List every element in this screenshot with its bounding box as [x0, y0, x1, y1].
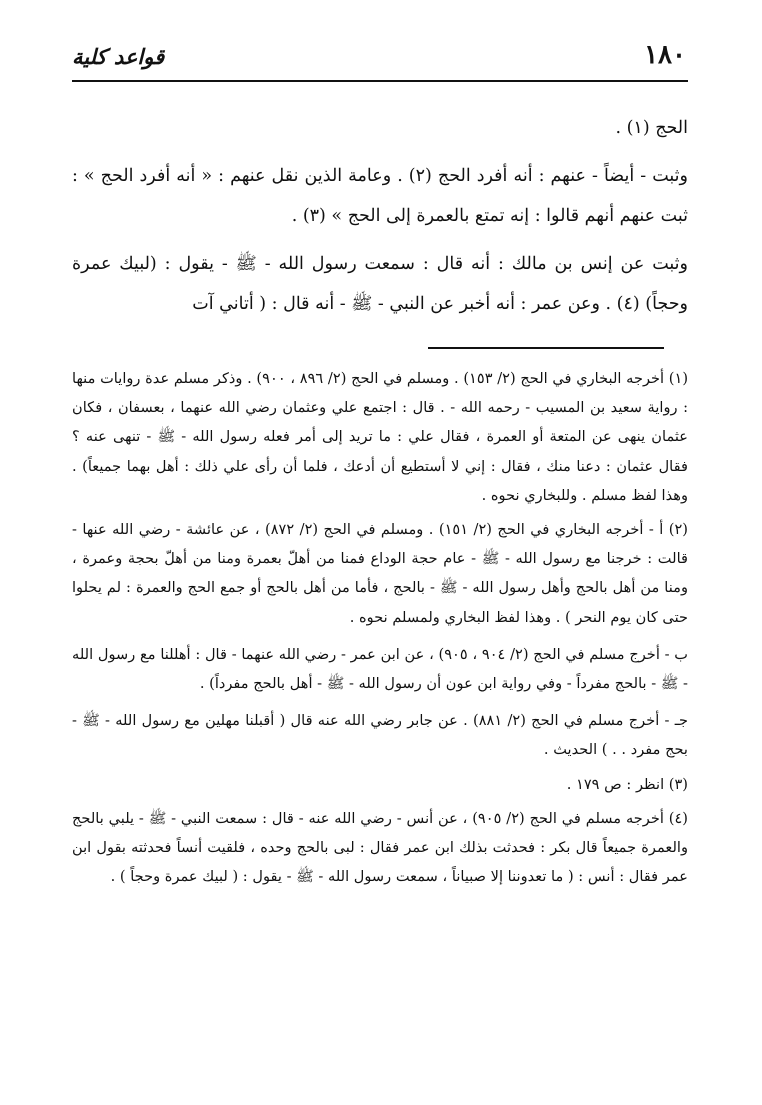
- footnote-2c: جـ - أخرج مسلم في الحج (٢/ ٨٨١) . عن جابر رضي الله عنه قال ( أقبلنا مهلين مع رسول الله - ﷺ - بحج مفرد . . ) الحديث .: [72, 712, 689, 759]
- page-number: ١٨٠: [644, 40, 686, 70]
- footnote-separator: [428, 347, 664, 349]
- footnote-4: (٤) أخرجه مسلم في الحج (٢/ ٩٠٥) ، عن أنس - رضي الله عنه - قال : سمعت النبي - ﷺ - يلبي بالحج والعمرة جميعاً قال بكر : فحدثت بذلك ابن عمر فقال : لبى بالحج وحده ، فلقيت أنساً فحدثته بقول ابن عمر فقال : أنس : ( ما تعدوننا إلا صبياناً ، سمعت رسول الله - ﷺ - يقول : ( لبيك عمرة وحجاً ) .: [72, 809, 688, 886]
- footnote-1: (١) أخرجه البخاري في الحج (٢/ ١٥٣) . ومسلم في الحج (٢/ ٨٩٦ ، ٩٠٠) . وذكر مسلم عدة روايات منها : رواية سعيد بن المسيب - رحمه الله - . قال : اجتمع علي وعثمان رضي الله عنهما ، بعسفان ، فكان عثمان ينهى عن المتعة أو العمرة ، فقال علي : ما تريد إلى أمر فعله رسول الله - ﷺ - تنهى عنه ؟ فقال عثمان : دعنا منك ، فقال : إني لا أستطيع أن أدعك ، فلما أن رأى علي ذلك : أهل بهما جميعاً) . وهذا لفظ مسلم . وللبخاري نحوه .: [72, 370, 689, 504]
- running-title: قواعد كلية: [72, 44, 165, 69]
- paragraph-ifrad: وثبت - أيضاً - عنهم : أنه أفرد الحج (٢) . وعامة الذين نقل عنهم : « أنه أفرد الحج » : ثبت عنهم أنهم قالوا : إنه تمتع بالعمرة إلى الحج » (٣) .: [72, 166, 688, 226]
- footnotes: [72, 364, 688, 896]
- main-text: [72, 108, 688, 324]
- footnote-2a: (٢) أ - أخرجه البخاري في الحج (٢/ ١٥١) . ومسلم في الحج (٢/ ٨٧٢) ، عن عائشة - رضي الله عنها - قالت : خرجنا مع رسول الله - ﷺ - عام حجة الوداع فمنا من أهلّ بعمرة ومنا من أهلّ بحجة وعمرة ، ومنا من أهل بالحج وأهل رسول الله - ﷺ - بالحج ، فأما من أهل بالحج أو جمع الحج والعمرة : لم يحلوا حتى كان يوم النحر ) . وهذا لفظ البخاري ولمسلم نحوه .: [72, 521, 688, 626]
- paragraph-anas: وثبت عن إنس بن مالك : أنه قال : سمعت رسول الله - ﷺ - يقول : (لبيك عمرة وحجاً) (٤) . وعن عمر : أنه أخبر عن النبي - ﷺ - أنه قال : ( أتاني آت: [72, 254, 688, 314]
- paragraph-hajj: الحج (١) .: [615, 118, 688, 138]
- footnote-2b: ب - أخرج مسلم في الحج (٢/ ٩٠٤ ، ٩٠٥) ، عن ابن عمر - رضي الله عنهما - قال : أهللنا مع رسول الله - ﷺ - بالحج مفرداً - وفي رواية ابن عون أن رسول الله - ﷺ - أهل بالحج مفرداً) .: [72, 645, 688, 693]
- footnote-3: (٣) انظر : ص ١٧٩ .: [566, 775, 688, 793]
- page-header: [72, 40, 688, 82]
